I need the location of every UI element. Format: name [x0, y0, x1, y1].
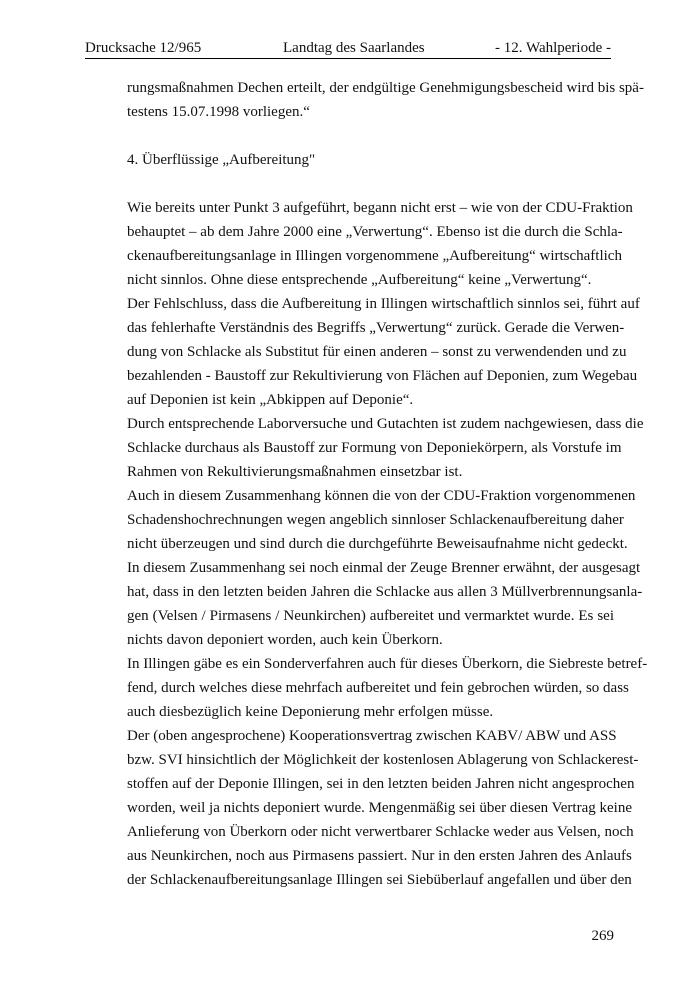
page-number: 269 — [591, 928, 614, 944]
header-parliament: Landtag des Saarlandes — [283, 40, 425, 56]
text-line: fend, durch welches diese mehrfach aufbereitet und fein gebrochen würden, so dass — [127, 680, 629, 696]
text-line: auch diesbezüglich keine Deponierung mehr erfolgen müsse. — [127, 704, 494, 720]
text-line: ckenaufbereitungsanlage in Illingen vorgenommene „Aufbereitung“ wirtschaftlich — [127, 248, 622, 264]
blank-line — [127, 124, 614, 148]
text-line: Anlieferung von Überkorn oder nicht verwertbarer Schlacke weder aus Velsen, noch — [127, 824, 634, 840]
text-line: Der (oben angesprochene) Kooperationsvertrag zwischen KABV/ ABW und ASS — [127, 728, 617, 744]
text-line: hat, dass in den letzten beiden Jahren die Schlacke aus allen 3 Müllverbrennungsanla- — [127, 584, 643, 600]
section-heading: 4. Überflüssige „Aufbereitung" — [127, 152, 316, 168]
text-line: In Illingen gäbe es ein Sonderverfahren auch für dieses Überkorn, die Siebreste betref- — [127, 656, 648, 672]
text-line: Der Fehlschluss, dass die Aufbereitung in Illingen wirtschaftlich sinnlos sei, führt auf — [127, 296, 640, 312]
text-line: nicht überzeugen und sind durch die durchgeführte Beweisaufnahme nicht gedeckt. — [127, 536, 628, 552]
text-line: Rahmen von Rekultivierungsmaßnahmen einsetzbar ist. — [127, 464, 463, 480]
text-line: nichts davon deponiert worden, auch kein Überkorn. — [127, 632, 443, 648]
text-line: aus Neunkirchen, noch aus Pirmasens passiert. Nur in den ersten Jahren des Anlaufs — [127, 848, 632, 864]
text-line: dung von Schlacke als Substitut für einen anderen – sonst zu verwendenden und zu — [127, 344, 627, 360]
text-line: nicht sinnlos. Ohne diese entsprechende „Aufbereitung“ keine „Verwertung“. — [127, 272, 592, 288]
text-line: bzw. SVI hinsichtlich der Möglichkeit der kostenlosen Ablagerung von Schlackerest- — [127, 752, 639, 768]
text-line: stoffen auf der Deponie Illingen, sei in den letzten beiden Jahren nicht angesprochen — [127, 776, 635, 792]
text-line: rungsmaßnahmen Dechen erteilt, der endgültige Genehmigungsbescheid wird bis spä- — [127, 80, 644, 96]
text-line: Durch entsprechende Laborversuche und Gutachten ist zudem nachgewiesen, dass die — [127, 416, 644, 432]
text-line: Auch in diesem Zusammenhang können die von der CDU-Fraktion vorgenommenen — [127, 488, 636, 504]
text-line: testens 15.07.1998 vorliegen.“ — [127, 104, 310, 120]
text-line: In diesem Zusammenhang sei noch einmal der Zeuge Brenner erwähnt, der ausgesagt — [127, 560, 641, 576]
blank-line — [127, 172, 614, 196]
document-body — [127, 76, 648, 892]
text-line: das fehlerhafte Verständnis des Begriffs „Verwertung“ zurück. Gerade die Verwen- — [127, 320, 625, 336]
text-line: Schadenshochrechnungen wegen angeblich sinnloser Schlackenaufbereitung daher — [127, 512, 624, 528]
text-line: der Schlackenaufbereitungsanlage Illingen sei Siebüberlauf angefallen und über den — [127, 872, 632, 888]
text-line: behauptet – ab dem Jahre 2000 eine „Verwertung“. Ebenso ist die durch die Schla- — [127, 224, 623, 240]
text-line: worden, weil ja nichts deponiert wurde. Mengenmäßig sei über diesen Vertrag keine — [127, 800, 632, 816]
text-line: Schlacke durchaus als Baustoff zur Formung von Deponiekörpern, als Vorstufe im — [127, 440, 622, 456]
text-line: bezahlenden - Baustoff zur Rekultivierung von Flächen auf Deponien, zum Wegebau — [127, 368, 638, 384]
text-line: Wie bereits unter Punkt 3 aufgeführt, begann nicht erst – wie von der CDU-Fraktion — [127, 200, 633, 216]
text-line: gen (Velsen / Pirmasens / Neunkirchen) aufbereitet und vermarktet wurde. Es sei — [127, 608, 614, 624]
header-period: - 12. Wahlperiode - — [495, 40, 611, 56]
text-line: auf Deponien ist kein „Abkippen auf Deponie“. — [127, 392, 414, 408]
page-header — [85, 38, 611, 59]
header-document-number: Drucksache 12/965 — [85, 40, 202, 56]
